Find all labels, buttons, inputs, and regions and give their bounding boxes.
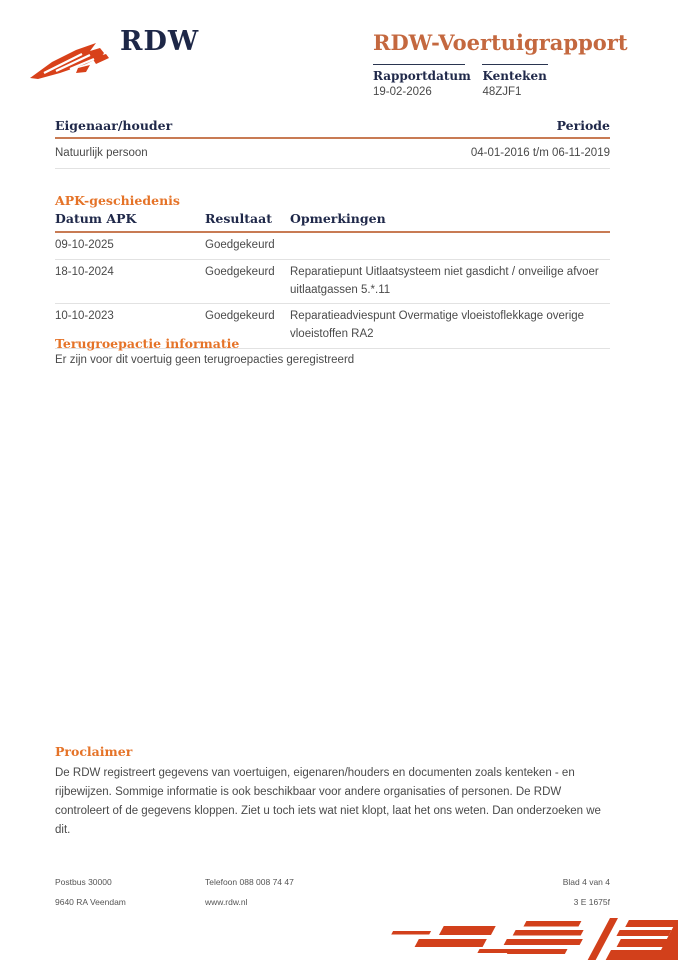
apk-resultaat-cell: Goedgekeurd: [205, 304, 290, 349]
footer-postbus: Postbus 30000: [55, 877, 112, 887]
page-footer: [55, 877, 610, 917]
kenteken-field: [482, 64, 548, 98]
rdw-logo-text: RDW: [120, 26, 200, 57]
owner-row: [55, 147, 610, 169]
footer-doc-code: 3 E 1675f: [573, 897, 610, 907]
resultaat-column-header: Resultaat: [205, 209, 290, 232]
footer-page-indicator: Blad 4 van 4: [562, 877, 610, 887]
apk-resultaat-cell: Goedgekeurd: [205, 232, 290, 259]
owner-type-value: Natuurlijk persoon: [55, 147, 148, 159]
apk-datum-cell: 10-10-2023: [55, 304, 205, 349]
recall-section-body: Er zijn voor dit voertuig geen terugroepacties geregistreerd: [55, 354, 355, 366]
apk-table-header-row: [55, 209, 610, 232]
apk-table: [55, 209, 610, 349]
opmerkingen-column-header: Opmerkingen: [290, 209, 610, 232]
apk-section-heading: APK-geschiedenis: [55, 193, 180, 208]
owner-section-header: [55, 118, 610, 139]
report-meta: [373, 64, 548, 98]
table-row: [55, 259, 610, 304]
apk-datum-cell: 18-10-2024: [55, 259, 205, 304]
footer-city: 9640 RA Veendam: [55, 897, 126, 907]
apk-datum-cell: 09-10-2025: [55, 232, 205, 259]
footer-phone: Telefoon 088 008 74 47: [205, 877, 294, 887]
periode-label: Periode: [556, 118, 610, 133]
rapportdatum-field: [373, 64, 471, 98]
apk-resultaat-cell: Goedgekeurd: [205, 259, 290, 304]
rapportdatum-value: 19-02-2026: [373, 86, 432, 98]
table-row: [55, 232, 610, 259]
rdw-logo: [30, 24, 210, 84]
owner-period-value: 04-01-2016 t/m 06-11-2019: [470, 147, 610, 159]
eigenaar-houder-label: Eigenaar/houder: [55, 118, 173, 133]
footer-website: www.rdw.nl: [205, 897, 248, 907]
rapportdatum-label: Rapportdatum: [373, 69, 471, 83]
apk-opmerkingen-cell: Reparatiepunt Uitlaatsysteem niet gasdicht / onveilige afvoer uitlaatgassen 5.*.11: [290, 259, 610, 304]
proclaimer-heading: Proclaimer: [55, 744, 133, 759]
rdw-wing-icon: [30, 40, 112, 84]
kenteken-label: Kenteken: [482, 69, 547, 83]
recall-section-heading: Terugroepactie informatie: [55, 336, 240, 351]
apk-opmerkingen-cell: Reparatieadviespunt Overmatige vloeistoflekkage overige vloeistoffen RA2: [290, 304, 610, 349]
speed-stripes-graphic: [378, 918, 678, 960]
datum-apk-column-header: Datum APK: [55, 209, 205, 232]
proclaimer-body: De RDW registreert gegevens van voertuigen, eigenaren/houders en documenten zoals kenteken - en rijbewijzen. Sommige informatie is ook beschikbaar voor andere organisaties of personen. De RDW controleert of de gegevens kloppen. Ziet u toch iets wat niet klopt, laat het ons weten. Dan onderzoeken we dit.: [55, 767, 601, 836]
kenteken-value: 48ZJF1: [482, 86, 522, 98]
apk-opmerkingen-cell: [290, 232, 610, 259]
page-title: RDW-Voertuigrapport: [373, 30, 628, 55]
